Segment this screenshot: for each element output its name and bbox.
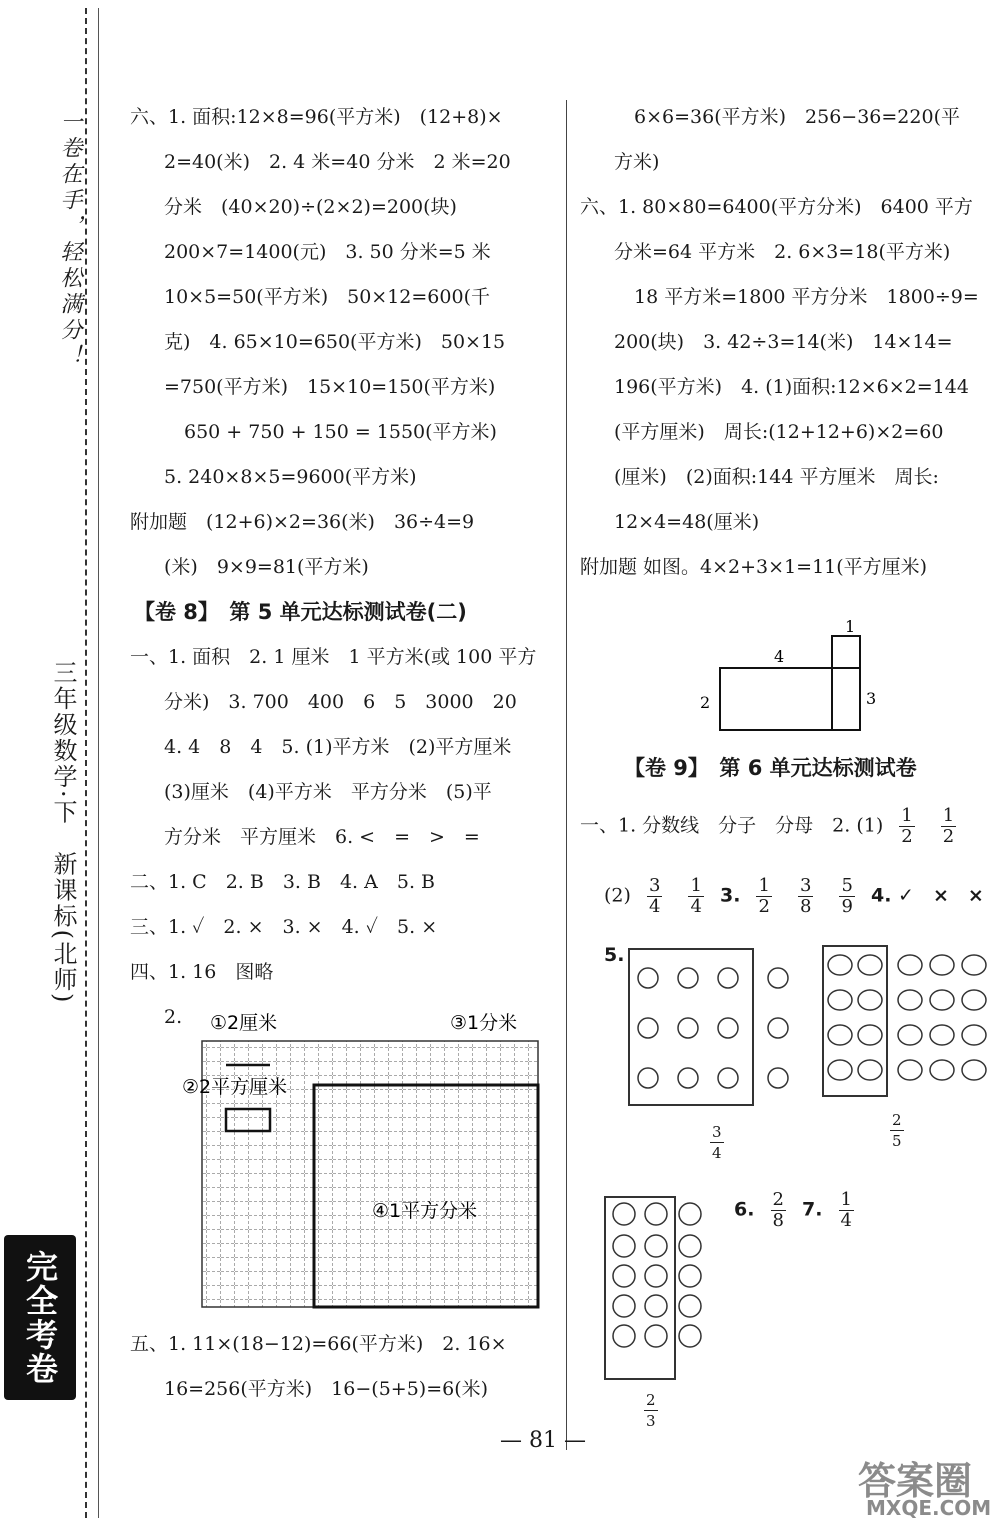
q2-line: [604, 876, 984, 917]
fraction: $\frac{1}{4}$: [840, 1189, 852, 1231]
fraction: $\frac{1}{2}$: [901, 805, 913, 847]
figure-label: 1: [845, 617, 856, 636]
q5-label: 5.: [604, 944, 625, 966]
answer-line: 附加题 如图。4×2+3×1=11(平方厘米): [580, 556, 928, 578]
fraction-2-5: $\frac{2}{5}$: [892, 1111, 902, 1150]
grid-figure: [150, 1005, 560, 1315]
grid-label: ③1分米: [450, 1012, 518, 1034]
left-column-bottom: [130, 1322, 555, 1412]
answer-line: 分米=64 平方米 2. 6×3=18(平方米): [614, 241, 951, 263]
grid-label: ④1平方分米: [372, 1200, 478, 1222]
grid-label: ①2厘米: [210, 1012, 278, 1034]
answer-line: 2=40(米) 2. 4 米=40 分米 2 米=20: [164, 151, 511, 173]
answer-text: 4. ✓ × ×: [870, 884, 984, 907]
answer-line: 200(块) 3. 42÷3=14(米) 14×14=: [614, 331, 953, 353]
answer-line: 4. 4 8 4 5. (1)平方米 (2)平方厘米: [164, 736, 512, 758]
answer-line: 分米) 3. 700 400 6 5 3000 20: [164, 691, 517, 713]
watermark: 答案圈: [858, 1459, 973, 1503]
answer-line: 附加题 (12+6)×2=36(米) 36÷4=9: [130, 511, 475, 533]
slogan-text: 一卷在手，轻松满分！: [57, 110, 82, 370]
fraction: $\frac{3}{4}$: [648, 875, 661, 917]
answer-text: (2): [604, 884, 631, 907]
answer-line: 六、1. 面积:12×8=96(平方米) (12+8)×: [130, 106, 503, 128]
q1-line: [580, 806, 966, 847]
answer-line: 12×4=48(厘米): [614, 511, 760, 533]
fraction-2-3: $\frac{2}{3}$: [646, 1391, 656, 1430]
answer-line: 200×7=1400(元) 3. 50 分米=5 米: [164, 241, 491, 263]
answer-line: 六、1. 80×80=6400(平方分米) 6400 平方: [580, 196, 973, 218]
answer-text: 6.: [734, 1198, 755, 1221]
answer-line: 方米): [614, 151, 660, 173]
grid-label: ②2平方厘米: [182, 1076, 288, 1098]
column-divider: [566, 100, 567, 1450]
watermark-url: MXQE.COM: [866, 1496, 992, 1520]
fraction: $\frac{1}{2}$: [942, 805, 955, 847]
answer-line: (平方厘米) 周长:(12+12+6)×2=60: [614, 421, 944, 443]
fraction: $\frac{5}{9}$: [841, 875, 853, 917]
answer-line: (3)厘米 (4)平方米 平方分米 (5)平: [164, 781, 492, 803]
fraction-3-4: $\frac{3}{4}$: [712, 1123, 722, 1162]
answer-line: 分米 (40×20)÷(2×2)=200(块): [164, 196, 457, 218]
answer-line: 三、1. ✓ 2. × 3. × 4. ✓ 5. ×: [130, 916, 438, 938]
answer-line: 克) 4. 65×10=650(平方米) 50×15: [164, 331, 506, 353]
answer-line: 16=256(平方米) 16−(5+5)=6(米): [164, 1378, 489, 1400]
figure-label: 4: [774, 647, 785, 666]
answer-line: 650 + 750 + 150 = 1550(平方米): [184, 421, 497, 443]
section-heading: 【卷 8】 第 5 单元达标测试卷(二): [134, 600, 467, 624]
figure-label: 2: [700, 693, 711, 712]
figure-label: 3: [866, 689, 877, 708]
answer-line: 6×6=36(平方米) 256−36=220(平: [634, 106, 960, 128]
margin-rule: [98, 8, 99, 1518]
page-number: — 81 —: [500, 1428, 586, 1453]
answer-line: 5. 240×8×5=9600(平方米): [164, 466, 417, 488]
answer-text: 一、1. 分数线 分子 分母 2. (1): [580, 814, 884, 837]
fraction: $\frac{1}{4}$: [690, 875, 702, 917]
q6-q7-line: [734, 1190, 864, 1231]
composite-shape-figure: [690, 612, 890, 742]
answer-text: 3.: [719, 884, 741, 907]
smiley-icons: [604, 1196, 714, 1380]
answer-line: 四、1. 16 图略: [130, 961, 274, 983]
right-column: [580, 95, 1000, 590]
fraction: $\frac{3}{8}$: [799, 875, 812, 917]
answer-line: 18 平方米=1800 平方分米 1800÷9=: [634, 286, 979, 308]
answer-text: 7.: [802, 1198, 823, 1221]
brand-logo: 完全考卷: [4, 1235, 76, 1400]
book-spine-title: 三年级数学·下 新课标(北师): [49, 660, 77, 1005]
answer-line: 一、1. 面积 2. 1 厘米 1 平方米(或 100 平方: [130, 646, 537, 668]
leaf-icons: [822, 945, 998, 1097]
fraction: $\frac{2}{8}$: [772, 1189, 784, 1231]
answer-line: =750(平方米) 15×10=150(平方米): [164, 376, 496, 398]
answer-line: 2.: [164, 1006, 183, 1028]
answer-line: 196(平方米) 4. (1)面积:12×6×2=144: [614, 376, 969, 398]
answer-line: 方分米 平方厘米 6. < = > =: [164, 826, 480, 848]
answer-line: (厘米) (2)面积:144 平方厘米 周长:: [614, 466, 939, 488]
answer-line: 五、1. 11×(18−12)=66(平方米) 2. 16×: [130, 1333, 507, 1355]
left-column: [130, 95, 555, 1040]
answer-line: 二、1. C 2. B 3. B 4. A 5. B: [130, 871, 435, 893]
answer-line: (米) 9×9=81(平方米): [164, 556, 369, 578]
rabbit-icons: [628, 948, 808, 1108]
answer-line: 10×5=50(平方米) 50×12=600(千: [164, 286, 490, 308]
margin-dashed-rule: [85, 8, 87, 1518]
section-heading: 【卷 9】 第 6 单元达标测试卷: [624, 756, 917, 780]
fraction: $\frac{1}{2}$: [758, 875, 770, 917]
